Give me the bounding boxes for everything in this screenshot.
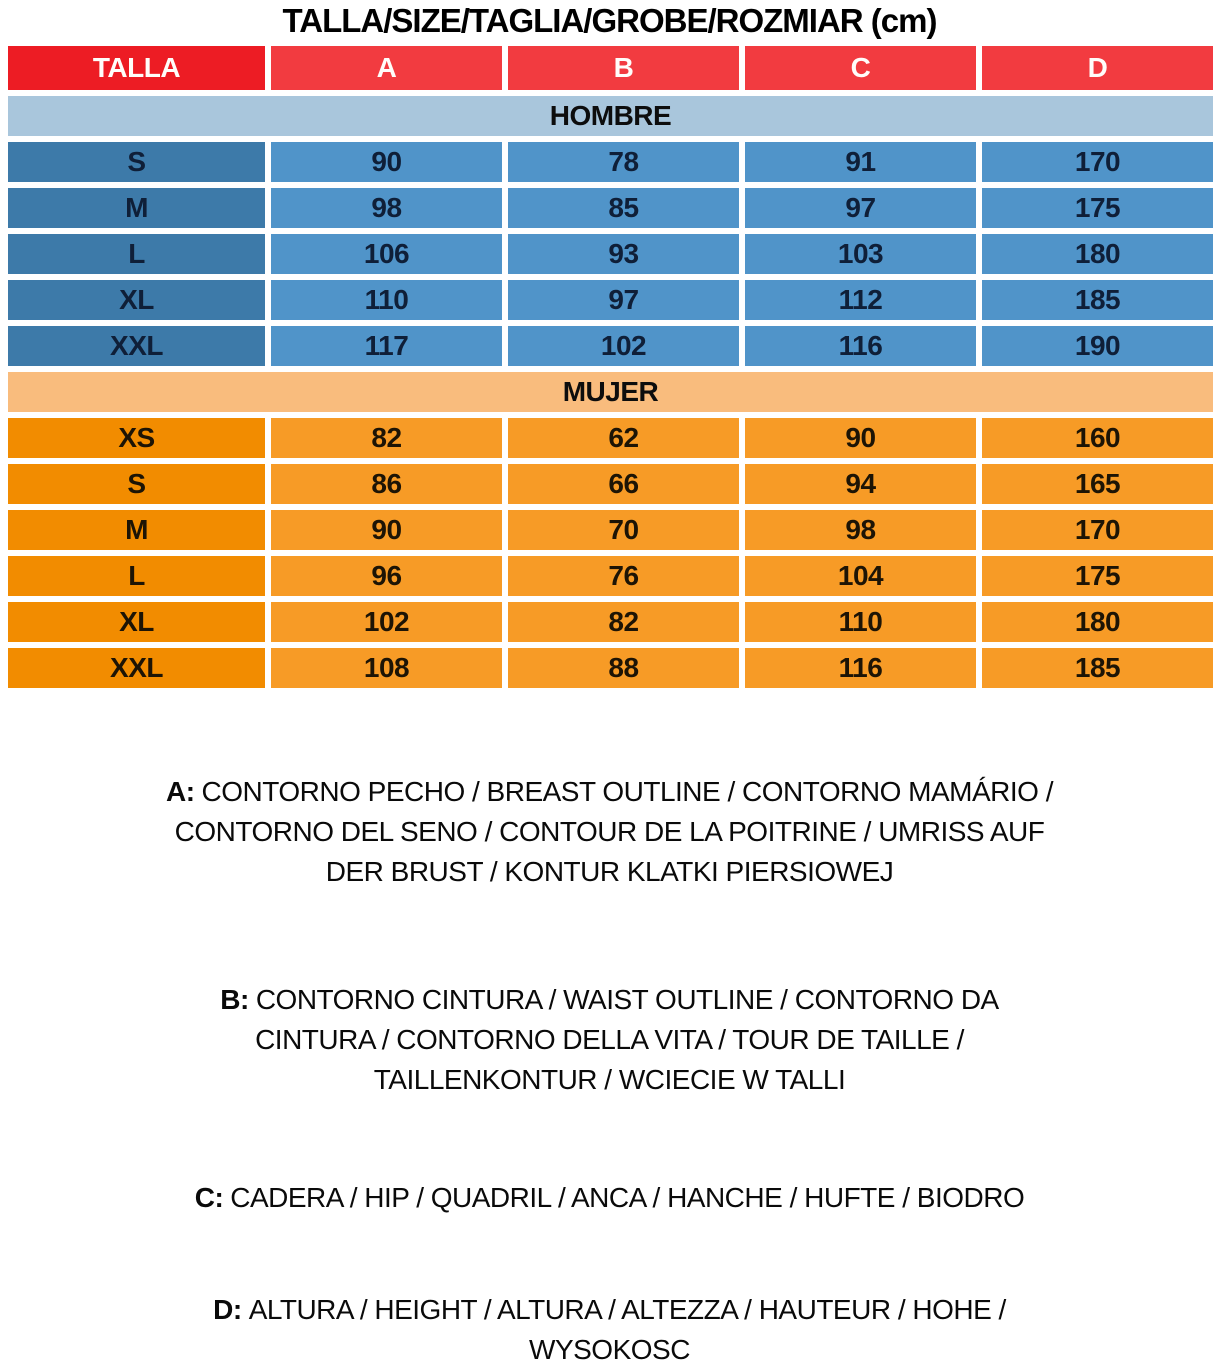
value-cell: 112: [745, 280, 976, 320]
size-cell: S: [8, 142, 265, 182]
value-cell: 90: [745, 418, 976, 458]
value-cell: 190: [982, 326, 1213, 366]
table-row-hombre-l: [8, 234, 1213, 274]
value-cell: 91: [745, 142, 976, 182]
header-cell-b: B: [508, 46, 739, 90]
value-cell: 175: [982, 556, 1213, 596]
legend-c-text: CADERA / HIP / QUADRIL / ANCA / HANCHE / HUFTE / BIODRO: [230, 1182, 1025, 1213]
legend-c-prefix: C:: [194, 1182, 224, 1213]
legend-a-line-3: DER BRUST / KONTUR KLATKI PIERSIOWEJ: [325, 856, 894, 887]
size-cell: XL: [8, 602, 265, 642]
value-cell: 104: [745, 556, 976, 596]
header-cell-a: A: [271, 46, 502, 90]
value-cell: 106: [271, 234, 502, 274]
table-header-row: [8, 46, 1213, 90]
size-cell: XS: [8, 418, 265, 458]
legend-a-text: CONTORNO PECHO / BREAST OUTLINE / CONTORNO MAMÁRIO /: [201, 776, 1053, 807]
section-header-hombre: [8, 96, 1213, 136]
value-cell: 88: [508, 648, 739, 688]
value-cell: 78: [508, 142, 739, 182]
table-row-mujer-xl: [8, 602, 1213, 642]
header-cell-c: C: [745, 46, 976, 90]
page-title: TALLA/SIZE/TAGLIA/GROBE/ROZMIAR (cm): [282, 2, 937, 39]
table-row-mujer-s: [8, 464, 1213, 504]
value-cell: 180: [982, 234, 1213, 274]
value-cell: 103: [745, 234, 976, 274]
legend-d-line-1: [0, 1290, 1219, 1330]
value-cell: 110: [745, 602, 976, 642]
size-cell: L: [8, 234, 265, 274]
legend-a-line-2: CONTORNO DEL SENO / CONTOUR DE LA POITRINE / UMRISS AUF: [174, 816, 1045, 847]
legend-a-prefix: A:: [166, 776, 195, 807]
table-row-mujer-xxl: [8, 648, 1213, 688]
size-cell: XL: [8, 280, 265, 320]
value-cell: 102: [271, 602, 502, 642]
value-cell: 170: [982, 142, 1213, 182]
value-cell: 90: [271, 142, 502, 182]
legend-d: [0, 1290, 1219, 1370]
size-cell: S: [8, 464, 265, 504]
value-cell: 185: [982, 648, 1213, 688]
value-cell: 110: [271, 280, 502, 320]
size-cell: M: [8, 188, 265, 228]
value-cell: 116: [745, 326, 976, 366]
value-cell: 94: [745, 464, 976, 504]
value-cell: 116: [745, 648, 976, 688]
table-row-hombre-m: [8, 188, 1213, 228]
value-cell: 175: [982, 188, 1213, 228]
value-cell: 97: [508, 280, 739, 320]
legend-d-text: ALTURA / HEIGHT / ALTURA / ALTEZZA / HAUTEUR / HOHE /: [248, 1294, 1006, 1325]
section-header-mujer: [8, 372, 1213, 412]
legend-b: [0, 980, 1219, 1100]
value-cell: 97: [745, 188, 976, 228]
value-cell: 66: [508, 464, 739, 504]
value-cell: 185: [982, 280, 1213, 320]
value-cell: 86: [271, 464, 502, 504]
value-cell: 165: [982, 464, 1213, 504]
legend-a-line-1: [0, 772, 1219, 812]
size-cell: M: [8, 510, 265, 550]
value-cell: 85: [508, 188, 739, 228]
legend-b-line-3: TAILLENKONTUR / WCIECIE W TALLI: [373, 1064, 846, 1095]
table-row-hombre-xxl: [8, 326, 1213, 366]
legend-d-prefix: D:: [213, 1294, 242, 1325]
legend-b-prefix: B:: [220, 984, 249, 1015]
value-cell: 102: [508, 326, 739, 366]
value-cell: 70: [508, 510, 739, 550]
legend-b-line-2: CINTURA / CONTORNO DELLA VITA / TOUR DE TAILLE /: [255, 1024, 964, 1055]
value-cell: 82: [508, 602, 739, 642]
size-cell: XXL: [8, 326, 265, 366]
value-cell: 117: [271, 326, 502, 366]
legend-b-line-1: [0, 980, 1219, 1020]
legend-d-line-2: WYSOKOSC: [529, 1334, 690, 1365]
value-cell: 90: [271, 510, 502, 550]
value-cell: 98: [745, 510, 976, 550]
value-cell: 108: [271, 648, 502, 688]
size-cell: L: [8, 556, 265, 596]
table-row-mujer-xs: [8, 418, 1213, 458]
table-row-mujer-l: [8, 556, 1213, 596]
value-cell: 160: [982, 418, 1213, 458]
legend-c-line-1: [0, 1178, 1219, 1218]
legend-a: [0, 772, 1219, 892]
header-cell-talla: TALLA: [8, 46, 265, 90]
value-cell: 76: [508, 556, 739, 596]
value-cell: 180: [982, 602, 1213, 642]
value-cell: 82: [271, 418, 502, 458]
value-cell: 93: [508, 234, 739, 274]
value-cell: 96: [271, 556, 502, 596]
table-row-hombre-xl: [8, 280, 1213, 320]
size-table: [8, 46, 1213, 688]
value-cell: 170: [982, 510, 1213, 550]
section-label-hombre: HOMBRE: [8, 96, 1213, 136]
table-row-mujer-m: [8, 510, 1213, 550]
value-cell: 98: [271, 188, 502, 228]
legend-c: [0, 1178, 1219, 1218]
table-row-hombre-s: [8, 142, 1213, 182]
size-cell: XXL: [8, 648, 265, 688]
header-cell-d: D: [982, 46, 1213, 90]
section-label-mujer: MUJER: [8, 372, 1213, 412]
legend-b-text: CONTORNO CINTURA / WAIST OUTLINE / CONTORNO DA: [255, 984, 999, 1015]
value-cell: 62: [508, 418, 739, 458]
